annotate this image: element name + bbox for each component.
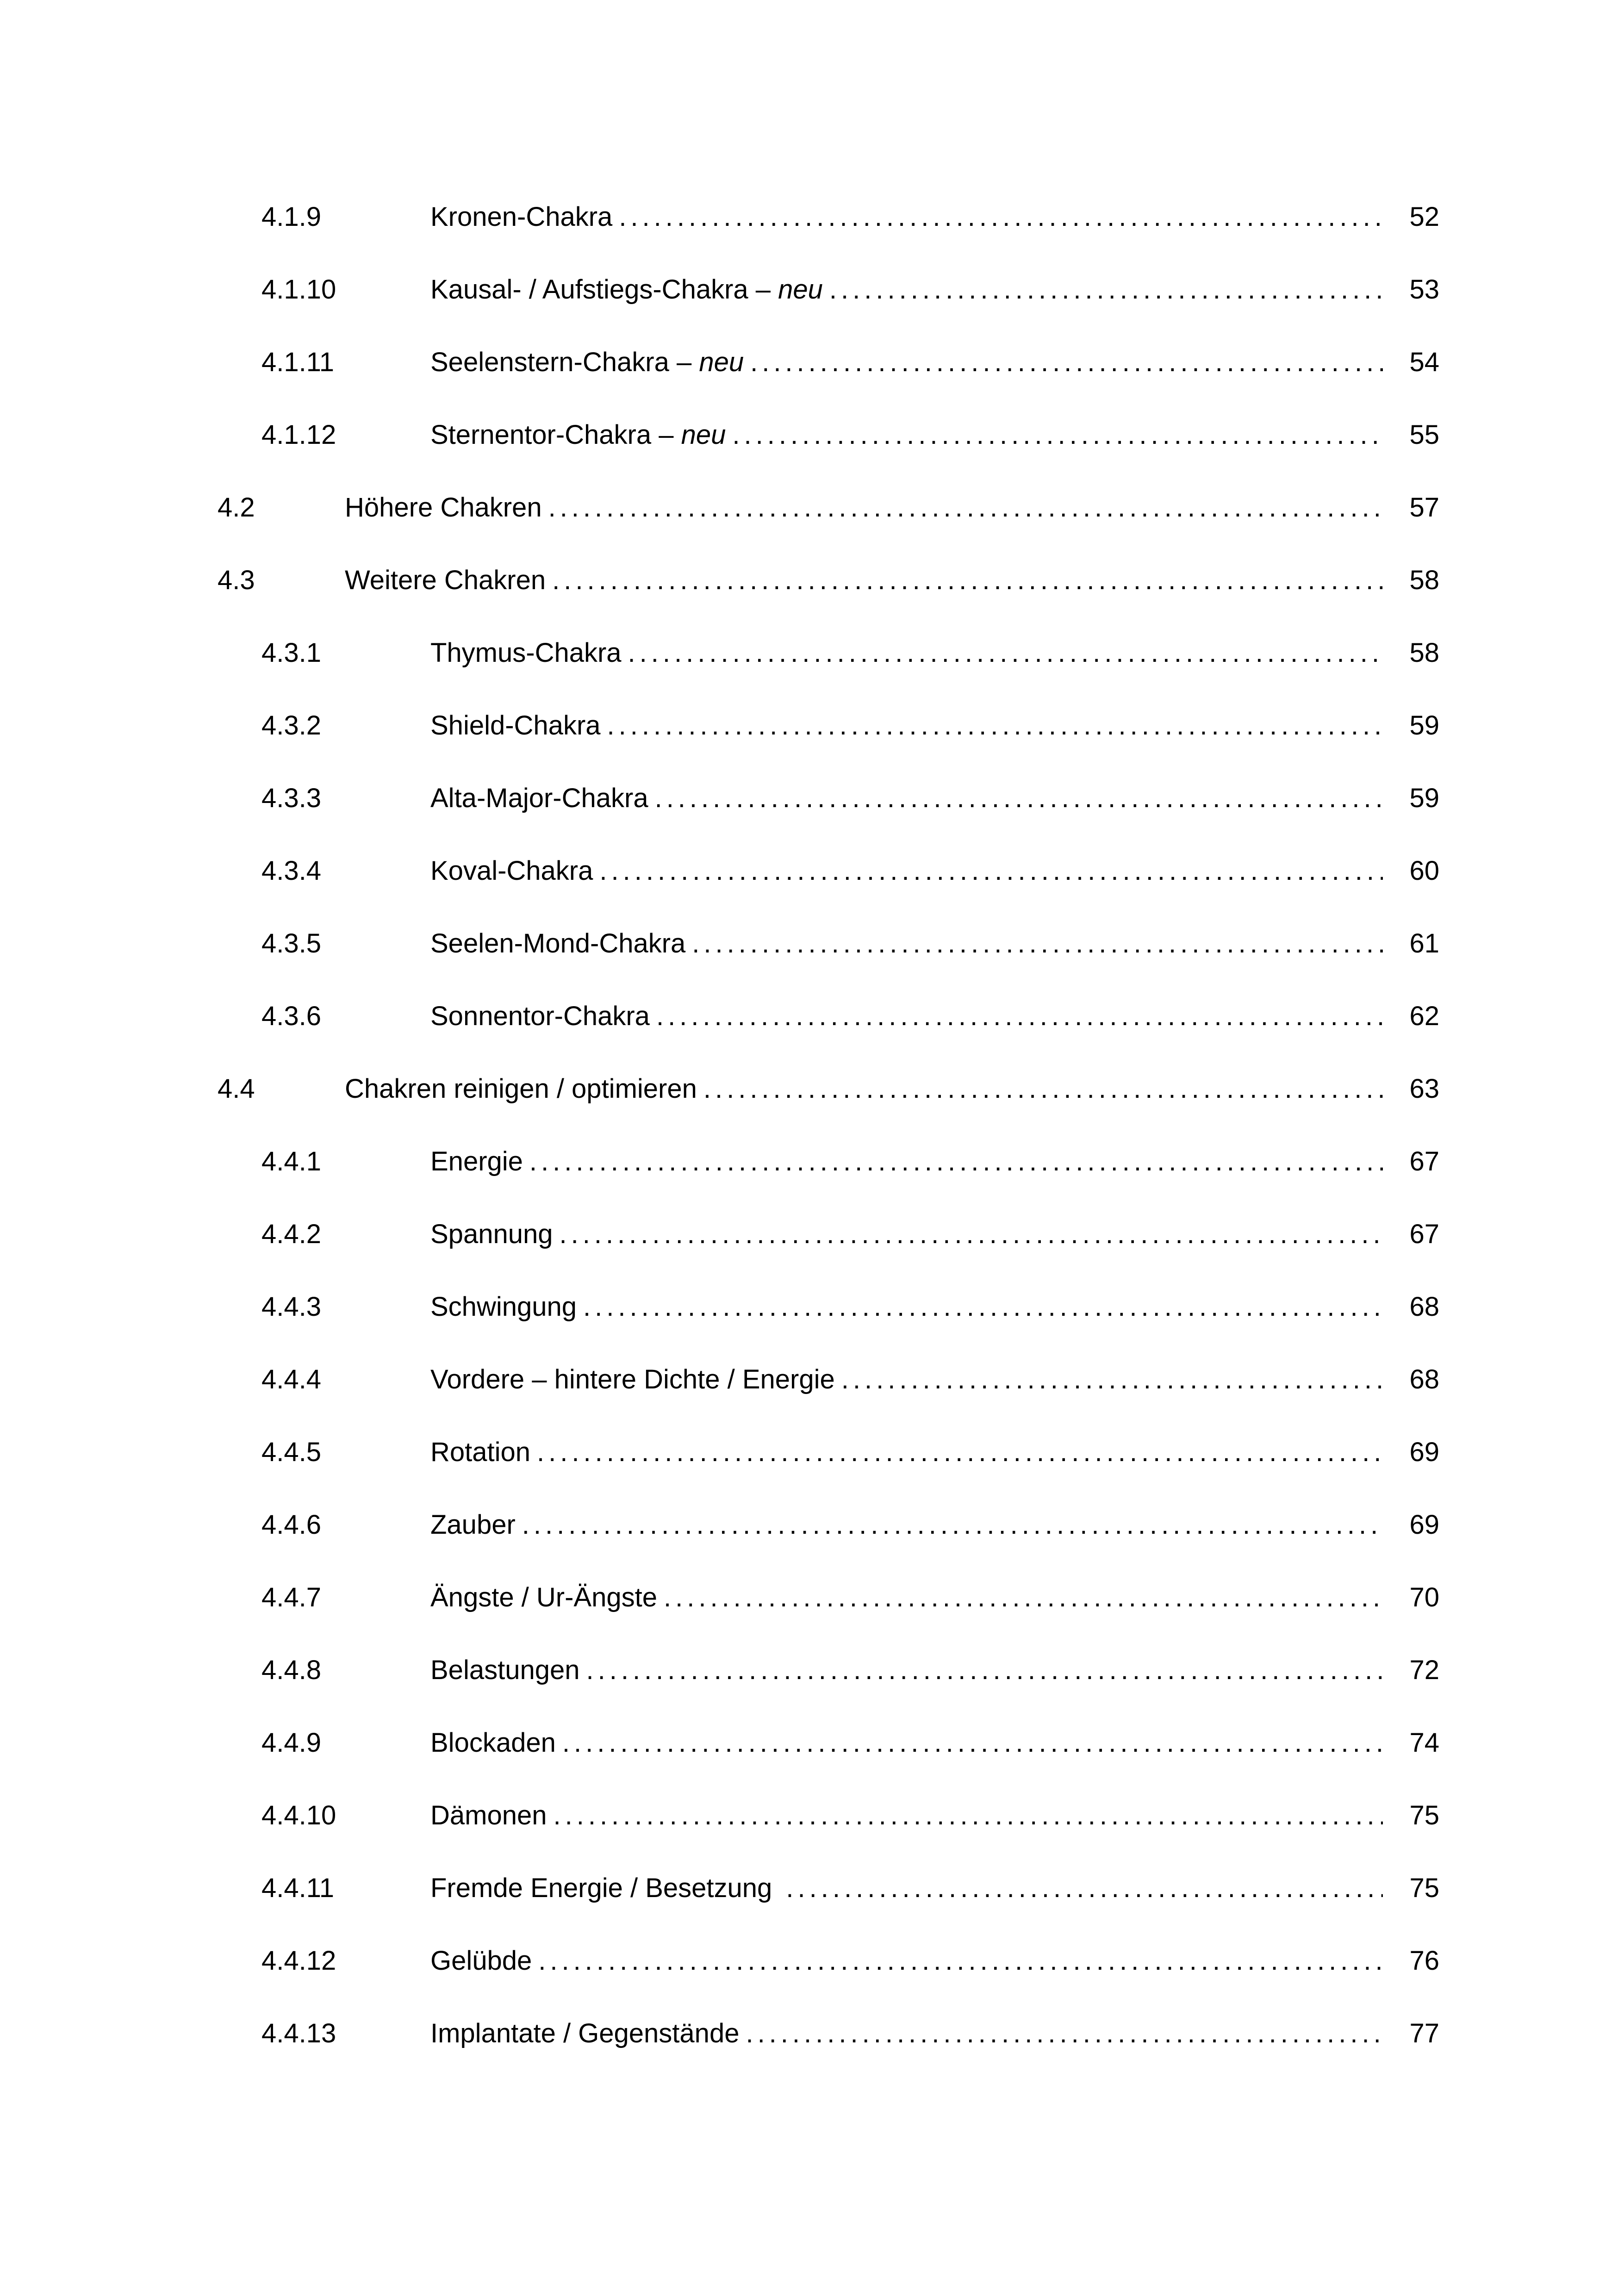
toc-entry <box>218 1052 1439 1125</box>
toc-entry-title: Höhere Chakren <box>345 492 542 523</box>
toc-entry <box>218 1561 1439 1634</box>
toc-entry <box>218 1125 1439 1198</box>
toc-entry-number: 4.4.4 <box>261 1364 321 1394</box>
toc-entry <box>218 762 1439 834</box>
toc-entry-number: 4.4.2 <box>261 1219 321 1249</box>
toc-entry-title: Gelübde <box>430 1946 532 1976</box>
dot-leader <box>664 1561 1383 1634</box>
toc-entry-title: Implantate / Gegenstände <box>430 2018 740 2048</box>
toc-entry-page: 52 <box>1409 202 1439 232</box>
toc-entry-number: 4.4.12 <box>261 1946 336 1976</box>
toc-entry-page: 63 <box>1409 1074 1439 1104</box>
toc-entry-number: 4.3.2 <box>261 710 321 740</box>
toc-list <box>218 180 1439 2070</box>
toc-entry <box>218 1706 1439 1779</box>
toc-entry-page: 74 <box>1409 1728 1439 1758</box>
dot-leader <box>607 689 1383 762</box>
toc-entry-title: Weitere Chakren <box>345 565 546 595</box>
dot-leader <box>628 616 1383 689</box>
dot-leader <box>829 253 1383 326</box>
toc-entry-number: 4.2 <box>218 492 255 523</box>
dot-leader <box>841 1343 1383 1416</box>
toc-entry <box>218 1488 1439 1561</box>
toc-entry-page: 69 <box>1409 1510 1439 1540</box>
toc-entry-title: Seelen-Mond-Chakra <box>430 928 686 958</box>
dot-leader <box>552 544 1383 616</box>
dot-leader <box>746 1997 1383 2070</box>
toc-entry <box>218 834 1439 907</box>
dot-leader <box>655 762 1383 834</box>
toc-entry <box>218 689 1439 762</box>
toc-entry-number: 4.3.4 <box>261 856 321 886</box>
toc-entry-number: 4.1.12 <box>261 420 336 450</box>
toc-entry-number: 4.3.3 <box>261 783 321 813</box>
toc-entry <box>218 180 1439 253</box>
toc-entry <box>218 398 1439 471</box>
toc-entry-number: 4.3.1 <box>261 638 321 668</box>
toc-entry-page: 60 <box>1409 856 1439 886</box>
toc-entry <box>218 1634 1439 1706</box>
toc-entry <box>218 1924 1439 1997</box>
toc-entry-number: 4.4.1 <box>261 1146 321 1176</box>
toc-entry-page: 59 <box>1409 783 1439 813</box>
toc-entry-title: Blockaden <box>430 1728 556 1758</box>
toc-entry-page: 53 <box>1409 274 1439 305</box>
dot-leader <box>692 907 1383 980</box>
toc-entry-number: 4.4.13 <box>261 2018 336 2048</box>
toc-entry-title: Schwingung <box>430 1292 577 1322</box>
toc-entry <box>218 907 1439 980</box>
toc-entry-number: 4.4.6 <box>261 1510 321 1540</box>
toc-entry-title: Spannung <box>430 1219 553 1249</box>
toc-entry-number: 4.4.8 <box>261 1655 321 1685</box>
toc-entry-page: 57 <box>1409 492 1439 523</box>
dot-leader <box>559 1198 1383 1270</box>
toc-entry-title: Ängste / Ur-Ängste <box>430 1582 657 1612</box>
toc-entry-title: Vordere – hintere Dichte / Energie <box>430 1364 835 1394</box>
toc-entry-page: 55 <box>1409 420 1439 450</box>
toc-entry-title: Dämonen <box>430 1800 547 1830</box>
toc-entry <box>218 471 1439 544</box>
toc-entry-page: 68 <box>1409 1364 1439 1394</box>
toc-entry <box>218 616 1439 689</box>
toc-entry-number: 4.4.11 <box>261 1873 334 1903</box>
toc-entry-title: Kronen-Chakra <box>430 202 613 232</box>
toc-entry-number: 4.3.5 <box>261 928 321 958</box>
toc-entry-page: 69 <box>1409 1437 1439 1467</box>
toc-entry-number: 4.3 <box>218 565 255 595</box>
toc-entry-page: 67 <box>1409 1146 1439 1176</box>
toc-entry-title: Kausal- / Aufstiegs-Chakra – neu <box>430 274 823 305</box>
dot-leader <box>562 1706 1383 1779</box>
toc-entry <box>218 1779 1439 1852</box>
toc-entry <box>218 1198 1439 1270</box>
toc-entry-page: 72 <box>1409 1655 1439 1685</box>
toc-entry <box>218 544 1439 616</box>
toc-entry <box>218 1270 1439 1343</box>
toc-entry-title: Sternentor-Chakra – neu <box>430 420 726 450</box>
toc-entry <box>218 253 1439 326</box>
toc-entry <box>218 1997 1439 2070</box>
toc-entry-page: 59 <box>1409 710 1439 740</box>
toc-entry-number: 4.4.7 <box>261 1582 321 1612</box>
toc-entry-title: Belastungen <box>430 1655 580 1685</box>
dot-leader <box>548 471 1383 544</box>
toc-entry-title: Chakren reinigen / optimieren <box>345 1074 697 1104</box>
toc-entry-page: 61 <box>1409 928 1439 958</box>
toc-entry-title: Seelenstern-Chakra – neu <box>430 347 744 377</box>
toc-entry-title: Rotation <box>430 1437 531 1467</box>
dot-leader <box>750 326 1383 398</box>
dot-leader <box>732 398 1383 471</box>
toc-entry-number: 4.4 <box>218 1074 255 1104</box>
toc-entry <box>218 1852 1439 1924</box>
dot-leader <box>703 1052 1383 1125</box>
toc-entry-page: 76 <box>1409 1946 1439 1976</box>
toc-entry-title: Zauber <box>430 1510 516 1540</box>
toc-entry <box>218 980 1439 1052</box>
toc-entry-page: 75 <box>1409 1800 1439 1830</box>
toc-entry-number: 4.4.3 <box>261 1292 321 1322</box>
toc-entry-page: 54 <box>1409 347 1439 377</box>
dot-leader <box>553 1779 1383 1852</box>
dot-leader <box>583 1270 1383 1343</box>
toc-entry-title: Fremde Energie / Besetzung <box>430 1873 780 1903</box>
toc-entry-title: Energie <box>430 1146 523 1176</box>
toc-entry-page: 58 <box>1409 565 1439 595</box>
toc-entry-number: 4.3.6 <box>261 1001 321 1031</box>
dot-leader <box>538 1924 1383 1997</box>
toc-entry-number: 4.4.9 <box>261 1728 321 1758</box>
toc-entry <box>218 1343 1439 1416</box>
dot-leader <box>656 980 1383 1052</box>
toc-entry-number: 4.1.10 <box>261 274 336 305</box>
dot-leader <box>786 1852 1383 1924</box>
dot-leader <box>586 1634 1383 1706</box>
toc-entry-page: 70 <box>1409 1582 1439 1612</box>
toc-entry-page: 68 <box>1409 1292 1439 1322</box>
toc-entry-title: Sonnentor-Chakra <box>430 1001 650 1031</box>
dot-leader <box>619 180 1383 253</box>
toc-entry-number: 4.4.10 <box>261 1800 336 1830</box>
dot-leader <box>522 1488 1383 1561</box>
toc-entry-number: 4.1.11 <box>261 347 334 377</box>
toc-entry-title: Shield-Chakra <box>430 710 601 740</box>
toc-entry-page: 67 <box>1409 1219 1439 1249</box>
toc-entry-page: 75 <box>1409 1873 1439 1903</box>
toc-entry <box>218 1416 1439 1488</box>
toc-entry-number: 4.4.5 <box>261 1437 321 1467</box>
toc-entry-title: Thymus-Chakra <box>430 638 622 668</box>
toc-entry-page: 62 <box>1409 1001 1439 1031</box>
toc-entry <box>218 326 1439 398</box>
dot-leader <box>599 834 1383 907</box>
toc-entry-page: 58 <box>1409 638 1439 668</box>
toc-entry-page: 77 <box>1409 2018 1439 2048</box>
dot-leader <box>529 1125 1383 1198</box>
toc-entry-title: Koval-Chakra <box>430 856 593 886</box>
dot-leader <box>537 1416 1383 1488</box>
toc-entry-number: 4.1.9 <box>261 202 321 232</box>
toc-entry-title: Alta-Major-Chakra <box>430 783 648 813</box>
